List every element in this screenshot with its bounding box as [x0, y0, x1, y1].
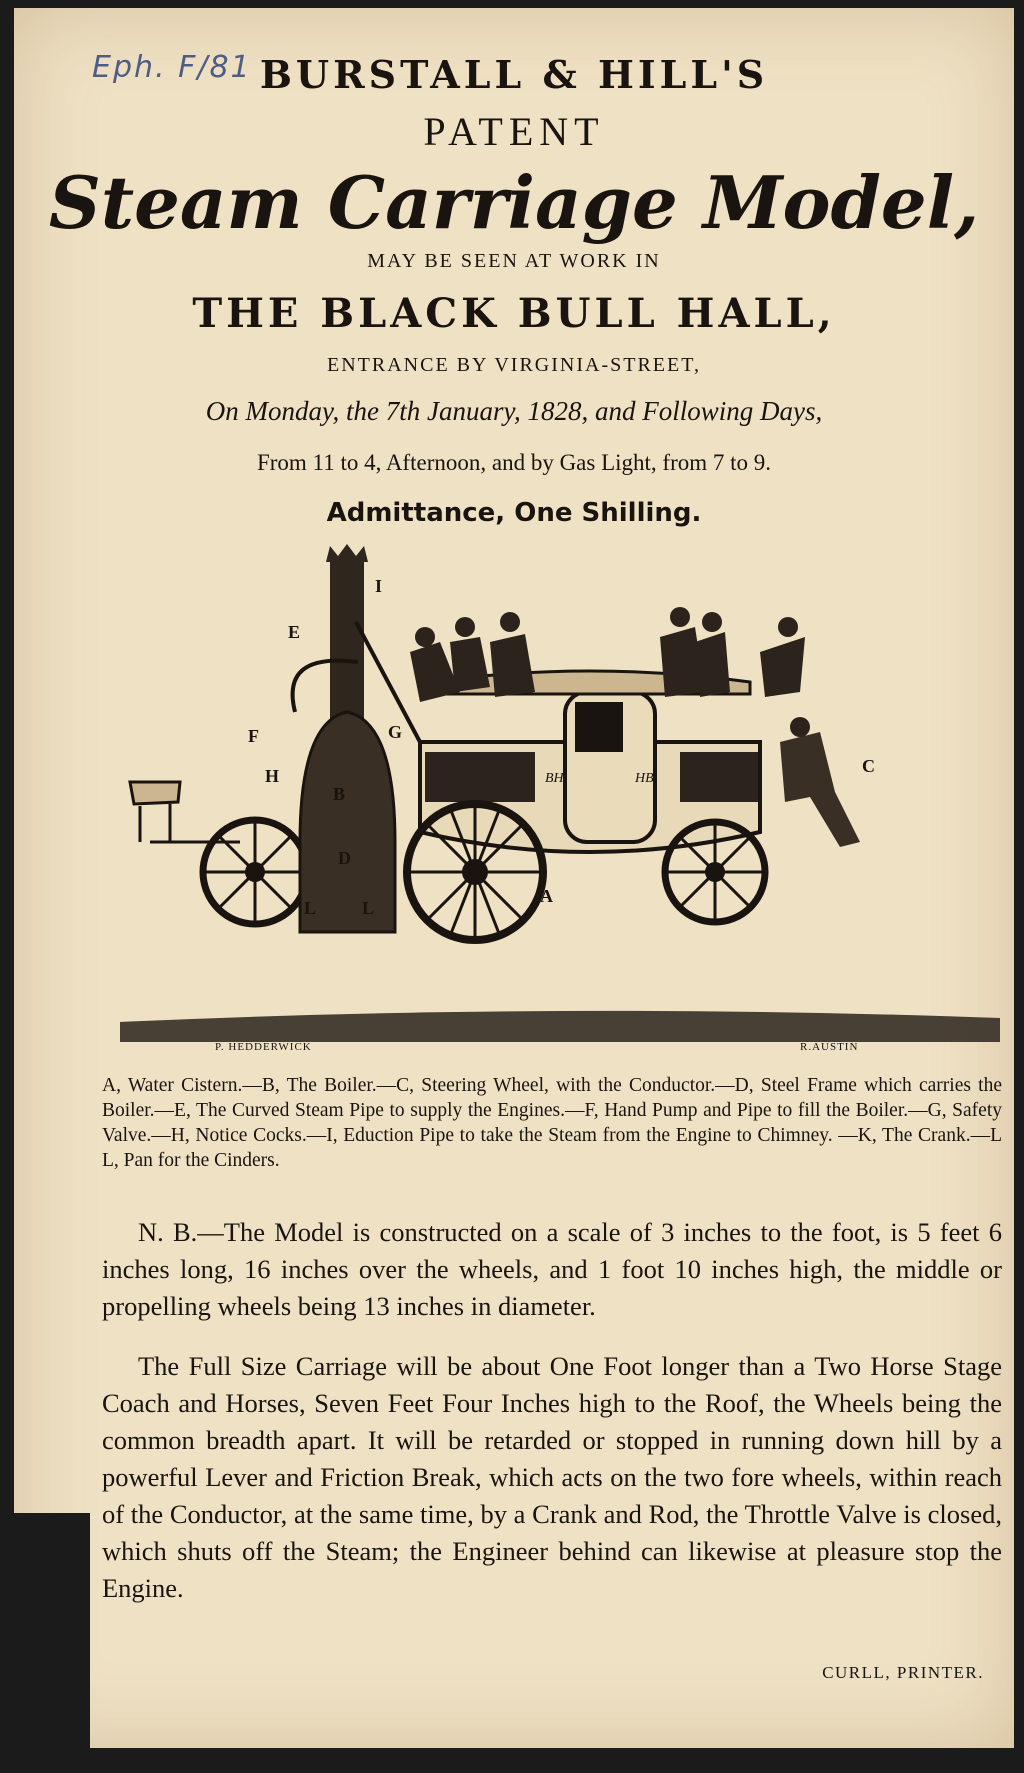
coach-window — [575, 702, 623, 752]
torn-corner — [14, 1513, 90, 1773]
engraver-right: R.AUSTIN — [800, 1041, 859, 1053]
subtitle-seen: MAY BE SEEN AT WORK IN — [367, 250, 661, 272]
paper-sheet — [14, 8, 1014, 1748]
label-G: G — [388, 722, 403, 742]
hours-line: From 11 to 4, Afternoon, and by Gas Light, from 7 to 9. — [256, 450, 772, 475]
coach-panel-left — [425, 752, 535, 802]
label-C: C — [862, 756, 875, 776]
full-size-paragraph: The Full Size Carriage will be about One Foot longer than a Two Horse Stage Coach and Horses, Seven Feet Four Inches high to the Roof, the Wheels being the common breadth apart. It will be retarded or stopped in running down hill by a powerful Lever and Friction Break, which acts on the two fore wheels, within reach of the Conductor, at the same time, by a Crank and Rod, the Throttle Valve is closed, which shuts off the Steam; the Engineer behind can likewise at pleasure stop the Engine. — [102, 1351, 1002, 1603]
label-E: E — [288, 622, 301, 642]
label-D: D — [338, 848, 351, 868]
ground-hatching — [120, 1011, 1000, 1042]
nb-paragraph: N. B.—The Model is constructed on a scale of 3 inches to the foot, is 5 feet 6 inches long, 16 inches over the wheels, and 1 foot 10 inches high, the middle or propelling wheels being 13 inches in diameter. — [102, 1217, 1002, 1321]
title-makers: BURSTALL & HILL'S — [259, 52, 769, 97]
driving-wheel — [407, 804, 543, 940]
monogram-left: BH — [545, 771, 564, 786]
conductor-figure — [780, 732, 860, 847]
title-main: Steam Carriage Model, — [48, 160, 980, 245]
steam-carriage-illustration — [120, 542, 1000, 1062]
legend-text: A, Water Cistern.—B, The Boiler.—C, Steering Wheel, with the Conductor.—D, Steel Frame which carries the Boiler.—E, The Curved Steam Pipe to supply the Engines.—F, Hand Pump and Pipe to fill the Boiler.—G, Safety Valve.—H, Notice Cocks.—I, Eduction Pipe to take the Steam from the Engine to Chimney. —K, The Crank.—L L, Pan for the Cinders. — [102, 1075, 1002, 1171]
date-line: On Monday, the 7th January, 1828, and Following Days, — [205, 396, 823, 426]
engraver-left: P. HEDDERWICK — [215, 1041, 312, 1053]
venue-title: THE BLACK BULL HALL, — [192, 290, 836, 337]
front-wheel — [665, 822, 765, 922]
broadside — [14, 8, 1014, 1748]
handwritten-annotation: Eph. F/81 — [92, 50, 252, 85]
monogram-right: HB — [635, 771, 654, 786]
coach-panel-right — [680, 752, 758, 802]
label-B: B — [333, 784, 346, 804]
label-F: F — [248, 726, 259, 746]
label-H: H — [265, 766, 280, 786]
label-A: A — [540, 886, 553, 906]
printer-credit: CURLL, PRINTER. — [822, 1663, 984, 1682]
venue-entrance: ENTRANCE BY VIRGINIA-STREET, — [327, 354, 701, 376]
label-I: I — [375, 576, 383, 596]
label-L1: L — [304, 898, 317, 918]
chimney-crown — [326, 544, 368, 562]
rear-wheel — [203, 820, 307, 924]
admittance-line: Admittance, One Shilling. — [326, 498, 702, 528]
title-patent: PATENT — [423, 109, 605, 154]
label-L2: L — [362, 898, 375, 918]
